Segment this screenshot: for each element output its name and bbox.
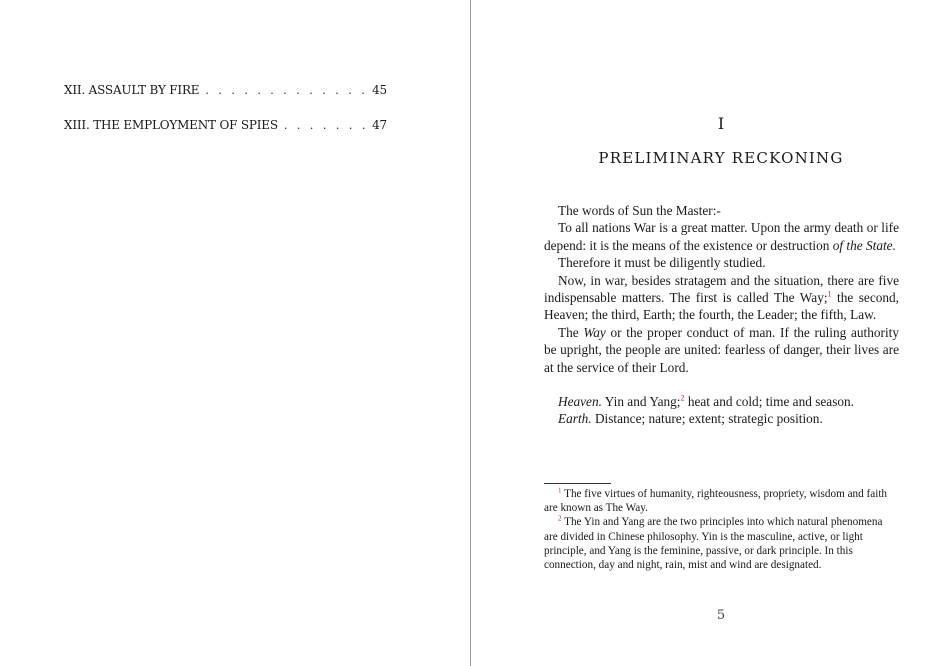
toc-entry-page: 45 [372,83,387,97]
footnote-ref-2[interactable]: 2 [680,393,685,403]
toc-leader-dots [284,119,370,132]
toc-entry-title: XII. ASSAULT BY FIRE [64,83,200,97]
page-number: 5 [716,608,726,623]
right-page [471,0,943,666]
toc-entry-title: XIII. THE EMPLOYMENT OF SPIES [64,118,278,132]
footnote-separator [544,483,611,484]
footnote-2: $^2$ The Yin and Yang are the two principles into which natural phenomena are divided in Chinese philosophy. Yin is the masculine, active, or light principle, and Yang is the feminine, passive, or dark principle. In this connection, day and night, rain, mist and wind are designated. [544,514,883,572]
paragraph: To all nations War is a great matter. Upon the army death or life depend: it is the means of the existence or destruction of the State. [544,220,899,253]
chapter-body [544,202,899,428]
paragraph-earth: Earth. Distance; nature; extent; strategic position. [558,411,823,427]
footnote-ref-1[interactable]: 1 [827,289,832,299]
toc-entry[interactable] [64,83,387,97]
paragraph: Now, in war, besides stratagem and the situation, there are five indispensable matters. The first is called The Way;$^1$ the second, Heaven; the third, Earth; the fourth, the Leader; the fifth, Law. [544,272,899,323]
toc-entry-page: 47 [372,118,387,132]
footnote-1: $^1$ The five virtues of humanity, righteousness, propriety, wisdom and faith are known as The Way. [544,486,888,515]
chapter-number: I [717,114,725,133]
footnotes [544,487,894,572]
left-page [0,0,470,666]
paragraph-heaven: Heaven. Yin and Yang;$^2$ heat and cold; time and season. [558,393,854,410]
chapter-title: PRELIMINARY RECKONING [598,149,844,167]
paragraph: The Way or the proper conduct of man. If the ruling authority be upright, the people are united: fearless of danger, their lives are at the service of their Lord. [544,324,899,375]
paragraph: The words of Sun the Master:- [558,203,721,218]
paragraph: Therefore it must be diligently studied. [558,255,766,271]
toc-leader-dots [205,84,370,97]
toc-entry[interactable] [64,118,387,132]
